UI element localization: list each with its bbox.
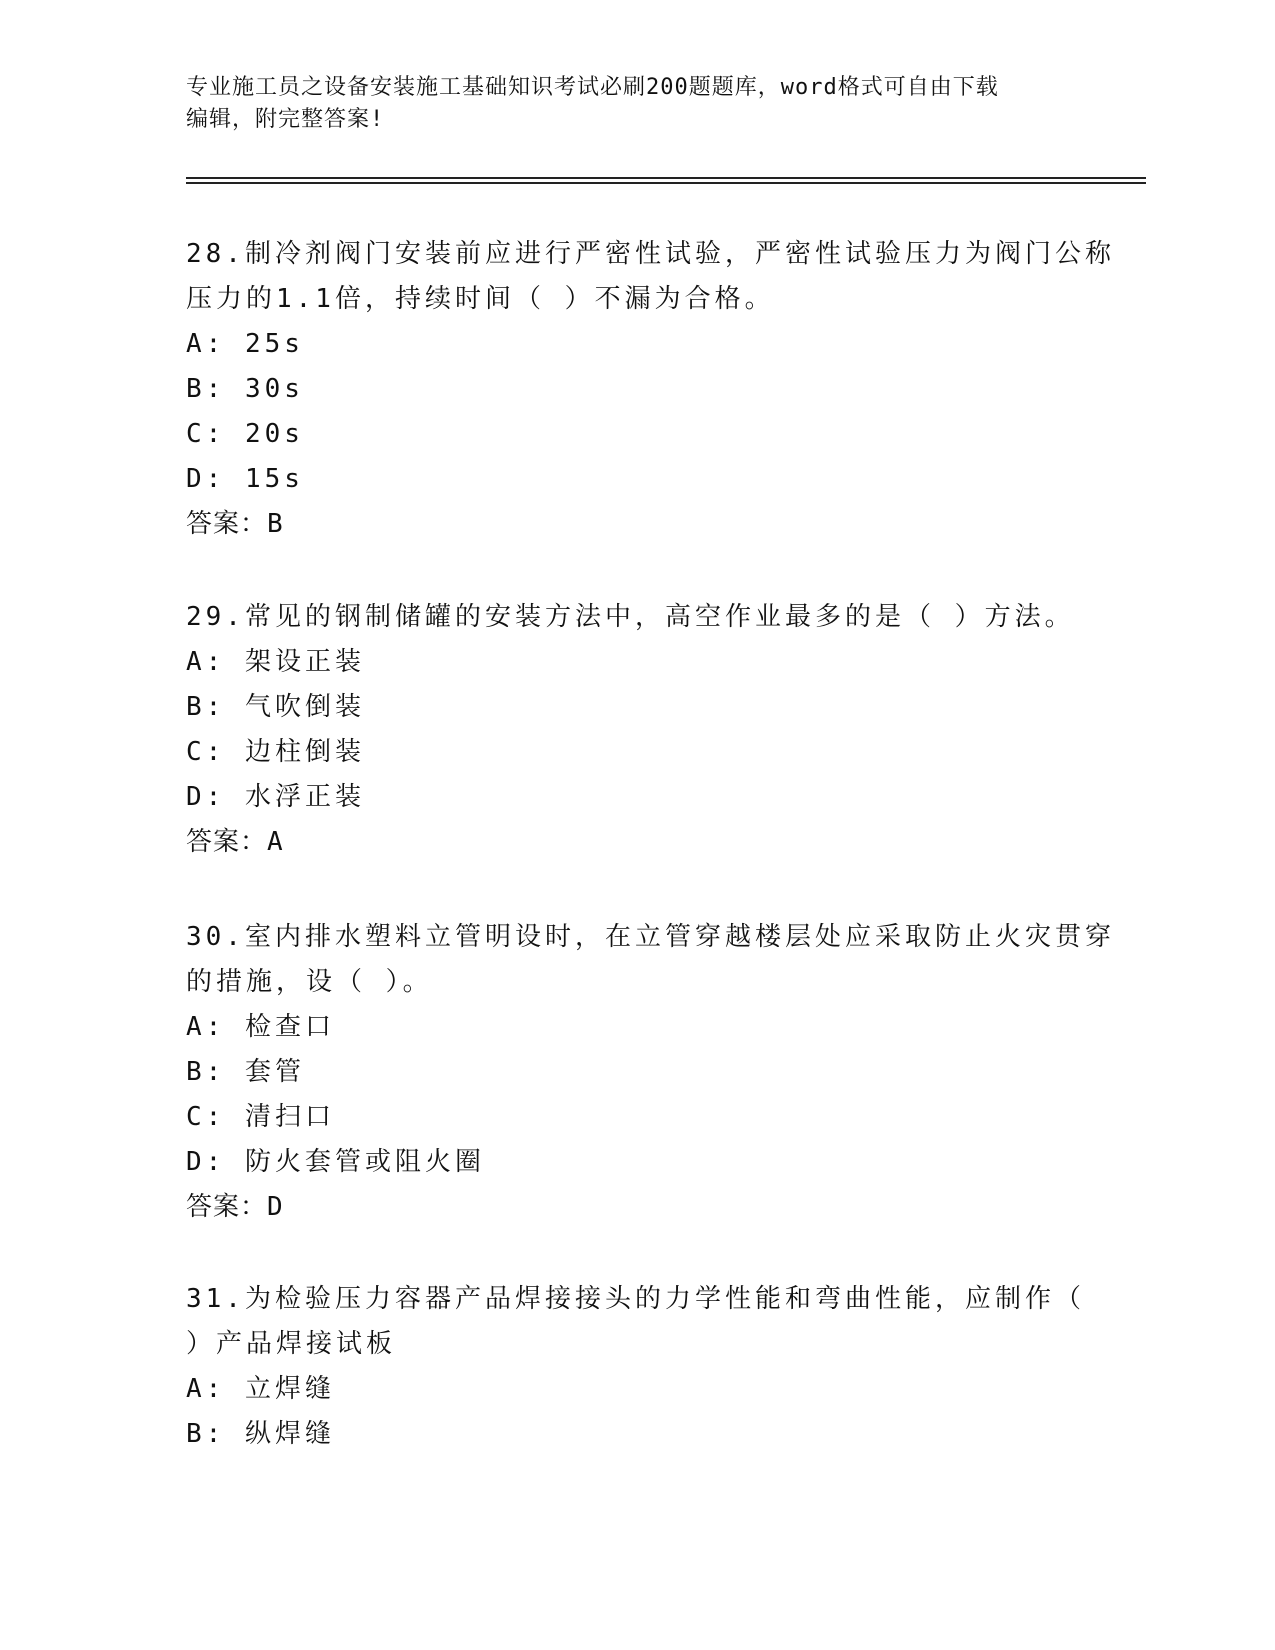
option-b: B: 套管 <box>186 1057 305 1087</box>
option-b: B: 纵焊缝 <box>186 1419 335 1449</box>
option-c: C: 20s <box>186 419 304 449</box>
option-d: D: 水浮正装 <box>186 782 365 812</box>
option-b: B: 气吹倒装 <box>186 692 365 722</box>
option-c: C: 清扫口 <box>186 1102 335 1132</box>
question-text-line: 28.制冷剂阀门安装前应进行严密性试验，严密性试验压力为阀门公称 <box>186 239 1115 269</box>
header-title-line-2: 编辑，附完整答案! <box>186 107 385 132</box>
question-31 <box>186 1277 1086 1457</box>
option-a: A: 架设正装 <box>186 647 365 677</box>
question-text-line: 的措施，设（ ）。 <box>186 967 433 997</box>
option-a: A: 25s <box>186 329 304 359</box>
header-title-line-1: 专业施工员之设备安装施工基础知识考试必刷200题题库，word格式可自由下载 <box>186 75 999 100</box>
option-a: A: 检查口 <box>186 1012 335 1042</box>
option-b: B: 30s <box>186 374 304 404</box>
question-29 <box>186 595 1086 865</box>
answer-line: 答案：A <box>186 827 284 857</box>
answer-line: 答案：B <box>186 509 284 539</box>
question-text-line: 30.室内排水塑料立管明设时，在立管穿越楼层处应采取防止火灾贯穿 <box>186 922 1115 952</box>
question-text-line: 31.为检验压力容器产品焊接接头的力学性能和弯曲性能，应制作（ <box>186 1284 1085 1314</box>
question-28 <box>186 232 1115 547</box>
question-30 <box>186 915 1115 1230</box>
header-divider-bottom <box>186 182 1146 184</box>
question-text-line: 压力的1.1倍，持续时间（ ）不漏为合格。 <box>186 284 775 314</box>
document-header <box>186 72 1086 136</box>
option-a: A: 立焊缝 <box>186 1374 335 1404</box>
option-c: C: 边柱倒装 <box>186 737 365 767</box>
question-text-line: 29.常见的钢制储罐的安装方法中，高空作业最多的是（ ）方法。 <box>186 602 1075 632</box>
header-divider-top <box>186 177 1146 179</box>
answer-line: 答案：D <box>186 1192 284 1222</box>
question-text-line: ）产品焊接试板 <box>186 1329 397 1359</box>
option-d: D: 防火套管或阻火圈 <box>186 1147 485 1177</box>
option-d: D: 15s <box>186 464 304 494</box>
